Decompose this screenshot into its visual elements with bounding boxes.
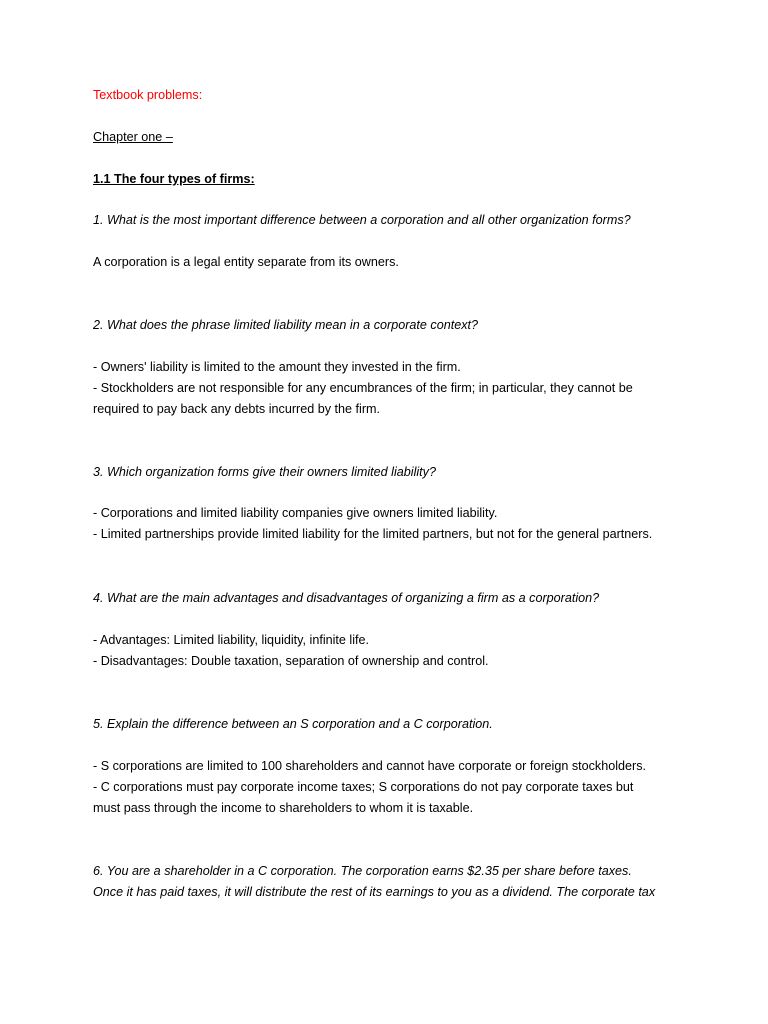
section-heading: 1.1 The four types of firms: <box>93 172 255 186</box>
question-4: 4. What are the main advantages and disadvantages of organizing a firm as a corporation? <box>93 591 600 605</box>
answer-5-line-3: must pass through the income to shareholders to whom it is taxable. <box>93 801 474 815</box>
answer-3-line-1: - Corporations and limited liability companies give owners limited liability. <box>93 506 498 520</box>
answer-2-line-2: - Stockholders are not responsible for any encumbrances of the firm; in particular, they cannot be <box>93 381 633 395</box>
question-2: 2. What does the phrase limited liability mean in a corporate context? <box>93 318 479 332</box>
textbook-problems-label: Textbook problems: <box>93 88 203 102</box>
answer-2-line-1: - Owners' liability is limited to the amount they invested in the firm. <box>93 360 461 374</box>
answer-5-line-2: - C corporations must pay corporate income taxes; S corporations do not pay corporate taxes but <box>93 780 634 794</box>
answer-4-line-2: - Disadvantages: Double taxation, separation of ownership and control. <box>93 654 489 668</box>
answer-5-line-1: - S corporations are limited to 100 shareholders and cannot have corporate or foreign stockholders. <box>93 759 647 773</box>
question-3: 3. Which organization forms give their owners limited liability? <box>93 465 436 479</box>
answer-3-line-2: - Limited partnerships provide limited liability for the limited partners, but not for the general partners. <box>93 527 653 541</box>
answer-1-line-1: A corporation is a legal entity separate from its owners. <box>93 255 399 269</box>
answer-2-line-3: required to pay back any debts incurred by the firm. <box>93 402 381 416</box>
chapter-heading: Chapter one – <box>93 130 173 144</box>
answer-4-line-1: - Advantages: Limited liability, liquidity, infinite life. <box>93 633 370 647</box>
question-6-line-1: 6. You are a shareholder in a C corporation. The corporation earns $2.35 per share before taxes. <box>93 864 632 878</box>
question-1: 1. What is the most important difference between a corporation and all other organization forms? <box>93 213 631 227</box>
question-5: 5. Explain the difference between an S corporation and a C corporation. <box>93 717 493 731</box>
question-6-line-2: Once it has paid taxes, it will distribute the rest of its earnings to you as a dividend. The corporate tax <box>93 885 656 899</box>
